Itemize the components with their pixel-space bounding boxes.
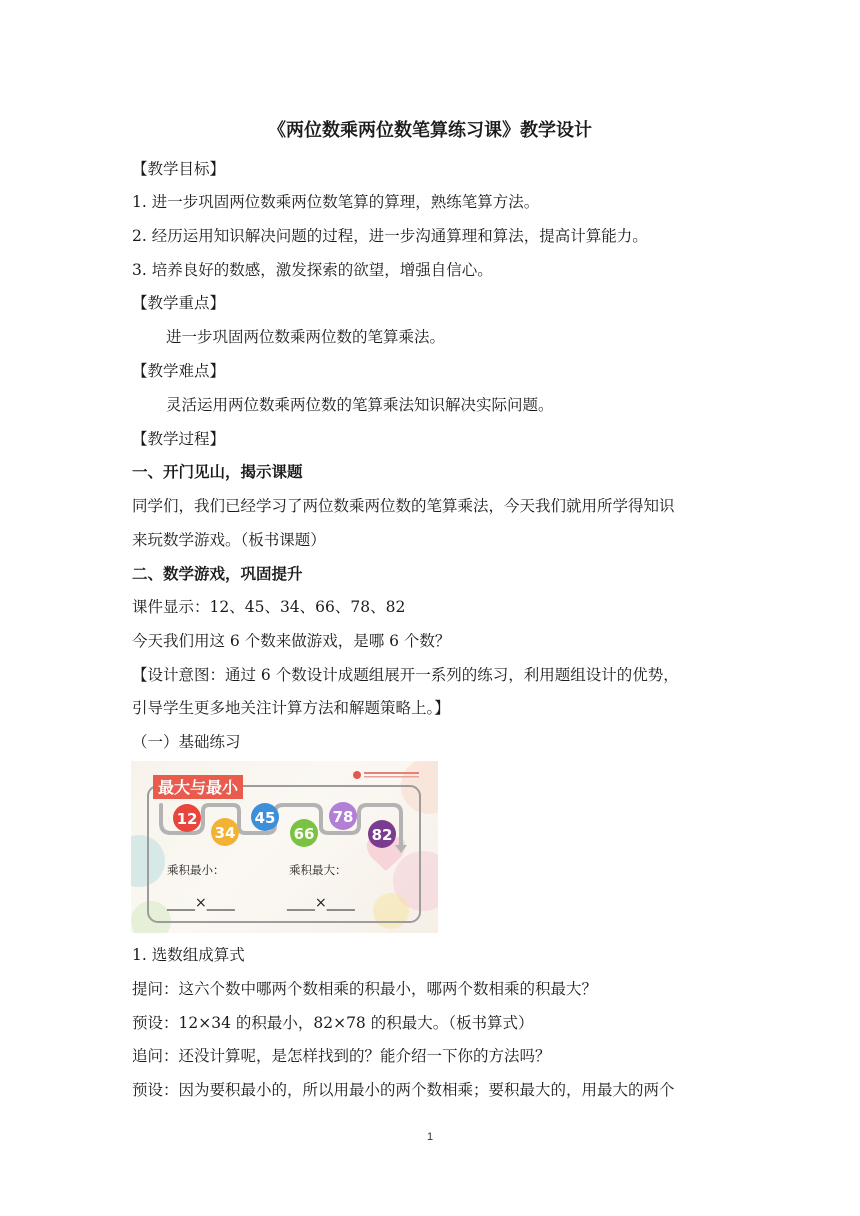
number-ball	[251, 803, 279, 831]
section-heading-difficulty: 【教学难点】	[132, 362, 226, 380]
paragraph-line: 同学们，我们已经学习了两位数乘两位数的笔算乘法，今天我们就用所学得知识	[132, 497, 675, 515]
question-line: 追问：还没计算呢，是怎样找到的？能介绍一下你的方法吗？	[132, 1047, 551, 1065]
number-ball	[173, 804, 201, 832]
focus-text: 进一步巩固两位数乘两位数的笔算乘法。	[166, 328, 446, 346]
page-number: 1	[426, 1131, 434, 1143]
section-heading-process: 【教学过程】	[132, 430, 226, 448]
svg-text:45: 45	[254, 809, 276, 827]
number-ball	[329, 802, 357, 830]
objective-2: 2. 经历运用知识解决问题的过程，进一步沟通算理和算法，提高计算能力。	[132, 227, 648, 245]
svg-text:78: 78	[332, 808, 354, 826]
decor-blob	[373, 893, 409, 929]
difficulty-text: 灵活运用两位数乘两位数的笔算乘法知识解决实际问题。	[166, 396, 554, 414]
objective-3: 3. 培养良好的数感，激发探索的欲望，增强自信心。	[132, 261, 493, 279]
logo-text-line	[364, 776, 419, 778]
label-max-product: 乘积最大：	[289, 863, 347, 877]
design-intent-line: 【设计意图：通过 6 个数设计成题组展开一系列的练习，利用题组设计的优势，	[132, 666, 679, 684]
blank-expression-min: ____×____	[167, 895, 235, 911]
svg-text:34: 34	[214, 824, 236, 842]
number-ball	[211, 818, 239, 846]
number-ball	[290, 819, 318, 847]
design-intent-line: 引导学生更多地关注计算方法和解题策略上。】	[132, 699, 450, 717]
exercise-heading: 1. 选数组成算式	[132, 946, 245, 964]
question-line: 提问：这六个数中哪两个数相乘的积最小，哪两个数相乘的积最大？	[132, 980, 598, 998]
svg-text:66: 66	[293, 825, 315, 843]
blank-expression-max: ____×____	[287, 895, 355, 911]
courseware-figure	[131, 761, 438, 933]
decor-blob	[131, 901, 171, 933]
school-logo-icon	[353, 771, 361, 779]
part-one-heading: 一、开门见山，揭示课题	[132, 463, 303, 481]
courseware-slide	[131, 761, 438, 933]
number-ball	[368, 820, 396, 848]
svg-text:12: 12	[176, 810, 198, 828]
answer-line: 预设：12×34 的积最小，82×78 的积最大。（板书算式）	[132, 1014, 534, 1032]
subsection-heading: （一）基础练习	[132, 733, 241, 751]
section-heading-focus: 【教学重点】	[132, 294, 226, 312]
objective-1: 1. 进一步巩固两位数乘两位数笔算的算理，熟练笔算方法。	[132, 193, 540, 211]
paragraph-line: 课件显示：12、45、34、66、78、82	[132, 598, 406, 616]
paragraph-line: 今天我们用这 6 个数来做游戏，是哪 6 个数？	[132, 632, 451, 650]
part-two-heading: 二、数学游戏，巩固提升	[132, 565, 303, 583]
paragraph-line: 来玩数学游戏。（板书课题）	[132, 531, 326, 549]
slide-heading: 最大与最小	[157, 778, 239, 797]
page-title: 《两位数乘两位数笔算练习课》教学设计	[268, 120, 592, 141]
logo-text-line	[364, 772, 419, 774]
section-heading-objectives: 【教学目标】	[132, 160, 226, 178]
answer-line: 预设：因为要积最小的，所以用最小的两个数相乘；要积最大的，用最大的两个	[132, 1081, 675, 1099]
label-min-product: 乘积最小：	[167, 863, 225, 877]
svg-text:82: 82	[371, 826, 393, 844]
